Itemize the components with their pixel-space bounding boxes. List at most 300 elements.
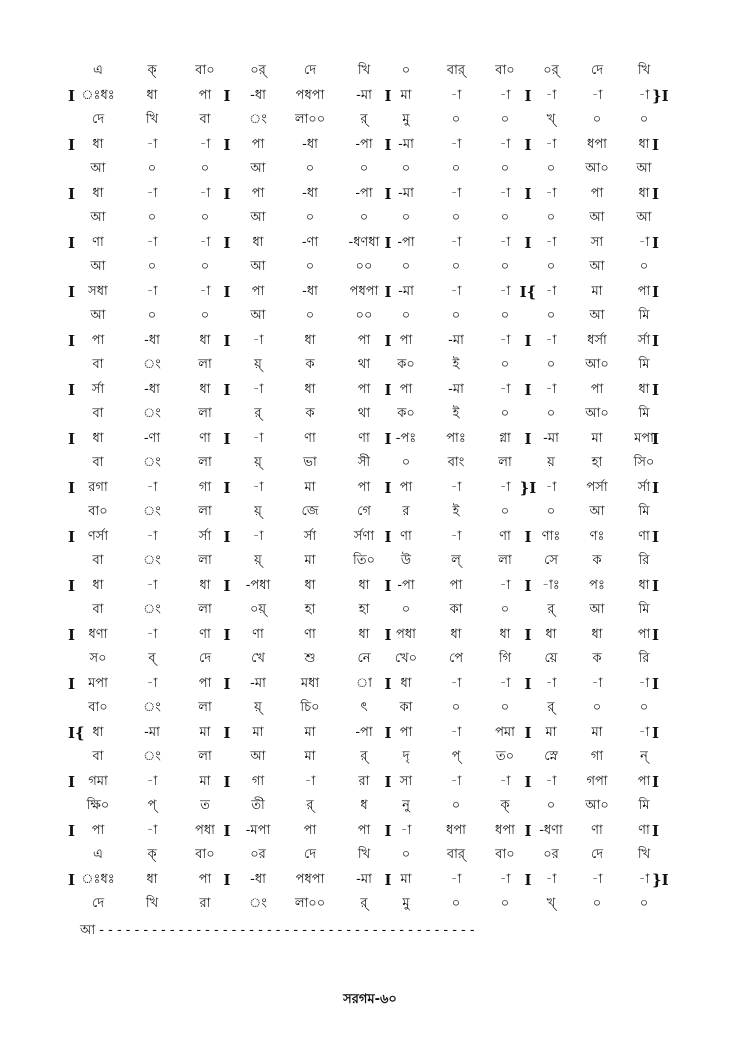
lyric-cell: ০ [500, 602, 510, 617]
lyric-cell: ০ [401, 259, 411, 274]
bar-line-start: I [68, 283, 76, 301]
swara-cell: পমা [495, 725, 515, 740]
lyric-cell: ০ [451, 259, 461, 274]
swara-cell: -ধা [302, 137, 318, 152]
swara-cell: ধা [638, 137, 650, 152]
lyric-cell: ০ [451, 700, 461, 715]
bar-line-start: I{ [68, 724, 85, 742]
lyric-cell: ক্ষি০ [86, 798, 110, 813]
swara-cell: -া [638, 88, 650, 103]
swara-cell: ণা [92, 235, 104, 250]
lyric-cell: য়্ [254, 700, 262, 715]
lyric-cell: দে [303, 847, 317, 862]
swara-cell: -া [304, 774, 316, 789]
lyric-cell: লা [198, 406, 212, 421]
swara-cell: র্সা [637, 333, 651, 348]
lyric-cell: খে০ [394, 651, 418, 666]
swara-cell: ধা [358, 578, 370, 593]
lyric-cell: এ [93, 847, 103, 862]
swara-cell: সধা [88, 284, 108, 299]
swara-cell: পা [590, 186, 604, 201]
bar-line-start: I [68, 136, 76, 154]
lyric-cell: ০ [500, 161, 510, 176]
lyric-cell: য় [547, 455, 555, 470]
bar-line: I [384, 626, 392, 644]
lyric-cell: ০ [500, 210, 510, 225]
bar-line: I [384, 773, 392, 791]
swara-cell: পধা [195, 823, 215, 838]
swara-cell: -মা [356, 88, 372, 103]
lyric-cell: ব্ [148, 651, 156, 666]
lyric-cell: ০ [639, 112, 649, 127]
swara-cell: -া [199, 284, 211, 299]
swara-cell: -া [450, 529, 462, 544]
lyric-cell: দে [198, 651, 212, 666]
swara-cell: র্সা [303, 529, 317, 544]
notation-line [0, 820, 740, 842]
lyric-cell: আ [250, 749, 266, 764]
bar-line-start: I [68, 773, 76, 791]
lyric-cell: আ [90, 308, 106, 323]
lyric-cell: ০ [200, 161, 210, 176]
lyric-cell: ০ [401, 455, 411, 470]
swara-cell: া [356, 676, 372, 691]
swara-cell: -া [638, 872, 650, 887]
lyric-cell: খ্ [546, 896, 556, 911]
swara-cell: ধা [92, 186, 104, 201]
lyric-cell: ৎ [360, 700, 368, 715]
swara-cell: -া [591, 872, 603, 887]
lyric-cell: ০ [546, 406, 556, 421]
swara-cell: -া [146, 137, 158, 152]
bar-line-end: I [652, 577, 660, 595]
swara-cell: ণঃ [589, 529, 605, 544]
swara-cell: ধা [92, 137, 104, 152]
lyric-cell: ক [592, 651, 602, 666]
swara-cell: ধা [146, 88, 158, 103]
swara-cell: -া [252, 382, 264, 397]
swara-cell: -পধা [245, 578, 271, 593]
lyric-cell: বা০ [495, 847, 515, 862]
lyric-cell: ০ [546, 308, 556, 323]
swara-cell: -া [146, 627, 158, 642]
swara-cell: -া [545, 235, 557, 250]
lyric-cell: ০ [451, 798, 461, 813]
lyric-cell: ন্ [640, 749, 648, 764]
swara-cell: ণা [304, 431, 316, 446]
lyric-line [0, 354, 740, 376]
lyric-cell: ০ [305, 161, 315, 176]
lyric-cell: র্ [360, 112, 368, 127]
lyric-cell: তি০ [353, 553, 375, 568]
swara-cell: -া [499, 872, 511, 887]
bar-line: I [524, 430, 532, 448]
lyric-cell: বা০ [195, 847, 215, 862]
bar-line: I [223, 136, 231, 154]
lyric-cell: ক০ [397, 406, 415, 421]
bar-line: I [223, 332, 231, 350]
swara-cell: -া [450, 284, 462, 299]
lyric-cell: ০ [451, 896, 461, 911]
swara-cell: পধা [396, 627, 416, 642]
swara-cell: ণা [358, 431, 370, 446]
lyric-cell: ০ [401, 308, 411, 323]
bar-line: I [223, 381, 231, 399]
swara-cell: -মা [448, 333, 464, 348]
swara-cell: -মপা [245, 823, 271, 838]
swara-cell: ঃধঃ [81, 88, 115, 103]
swara-cell: -া [146, 235, 158, 250]
swara-cell: ণা [638, 529, 650, 544]
swara-cell: -ধা [250, 872, 266, 887]
lyric-cell: ০ [500, 896, 510, 911]
bar-line-start: I [68, 332, 76, 350]
final-dashed-line: আ - - - - - - - - - - - - - - - - - - - - - - - - - - - - - - - - - - - - - - - - - - - [80, 923, 475, 938]
lyric-cell: বা [199, 112, 211, 127]
bar-line: I [384, 528, 392, 546]
bar-line-end: I [652, 185, 660, 203]
lyric-cell: য়্ [254, 357, 262, 372]
lyric-cell: আ [250, 308, 266, 323]
bar-line: I [223, 626, 231, 644]
lyric-cell: ০ [200, 308, 210, 323]
bar-line-end: I [652, 626, 660, 644]
lyric-cell: ০ [500, 504, 510, 519]
lyric-cell: লা [198, 504, 212, 519]
swara-cell: মা [400, 872, 412, 887]
bar-line: I [524, 626, 532, 644]
swara-cell: ধা [252, 235, 264, 250]
lyric-cell: ০ [639, 259, 649, 274]
lyric-cell: ০ [546, 259, 556, 274]
bar-line: I [223, 430, 231, 448]
swara-cell: -মা [398, 186, 414, 201]
bar-line-end: }I [652, 871, 669, 889]
lyric-cell: খি [145, 896, 159, 911]
swara-cell: পঃ [589, 578, 605, 593]
swara-cell: পা [399, 333, 413, 348]
lyric-cell: ভা [303, 455, 317, 470]
lyric-line [0, 893, 740, 915]
swara-cell: ণা [499, 529, 511, 544]
lyric-line [0, 158, 740, 180]
lyric-cell: ০ [147, 308, 157, 323]
lyric-cell: কা [399, 700, 413, 715]
swara-cell: -পা [397, 235, 415, 250]
lyric-cell: প্ [147, 798, 157, 813]
lyric-line [0, 60, 740, 82]
swara-cell: -পঃ [395, 431, 417, 446]
bar-line-start: I [68, 87, 76, 105]
swara-cell: -া [545, 872, 557, 887]
lyric-line [0, 599, 740, 621]
bar-line: I [384, 822, 392, 840]
lyric-cell: ০ [546, 357, 556, 372]
swara-cell: ধা [304, 578, 316, 593]
lyric-cell: বা [92, 357, 104, 372]
swara-cell: ধা [591, 627, 603, 642]
swara-cell: ধা [92, 578, 104, 593]
bar-line: I [384, 724, 392, 742]
swara-cell: -া [545, 480, 557, 495]
lyric-cell: মি [638, 504, 650, 519]
bar-line: I [223, 675, 231, 693]
lyric-cell: আ [589, 259, 605, 274]
lyric-cell: ং [143, 504, 161, 519]
bar-line: I [223, 234, 231, 252]
bar-line: I [223, 479, 231, 497]
swara-cell: সা [590, 235, 604, 250]
lyric-cell: থা [357, 357, 371, 372]
lyric-line [0, 746, 740, 768]
lyric-cell: আ [90, 161, 106, 176]
swara-cell: -ধা [302, 284, 318, 299]
lyric-cell: জে [301, 504, 319, 519]
swara-cell: -া [252, 529, 264, 544]
lyric-cell: খি [145, 112, 159, 127]
swara-cell: পা [357, 382, 371, 397]
lyric-line [0, 256, 740, 278]
swara-cell: মা [199, 725, 211, 740]
swara-cell: ধা [92, 431, 104, 446]
lyric-cell: হা [304, 602, 316, 617]
lyric-cell: মি [638, 308, 650, 323]
swara-cell: -া [146, 529, 158, 544]
swara-cell: -া [499, 186, 511, 201]
lyric-cell: আ [589, 210, 605, 225]
swara-cell: পা [198, 88, 212, 103]
lyric-cell: বা [92, 455, 104, 470]
bar-line-end: I [652, 332, 660, 350]
lyric-cell: ০ [500, 700, 510, 715]
bar-line: I [524, 332, 532, 350]
lyric-cell: ০ [359, 210, 369, 225]
swara-cell: -া [450, 676, 462, 691]
swara-cell: ধা [499, 627, 511, 642]
swara-cell: -া [499, 480, 511, 495]
lyric-cell: র্ [360, 749, 368, 764]
swara-cell: -া [545, 676, 557, 691]
lyric-cell: ০ [200, 259, 210, 274]
swara-cell: -া [591, 676, 603, 691]
lyric-cell: ০র্ [543, 63, 559, 78]
lyric-cell: বা [92, 553, 104, 568]
swara-cell: সা [399, 774, 413, 789]
lyric-cell: খি [637, 63, 651, 78]
bar-line-start: I [68, 577, 76, 595]
lyric-cell: স্নে [544, 749, 558, 764]
swara-cell: -ণা [143, 431, 161, 446]
swara-cell: মপা [634, 431, 654, 446]
notation-line [0, 85, 740, 107]
lyric-cell: খি [357, 847, 371, 862]
swara-cell: -া [499, 88, 511, 103]
lyric-cell: বাং [447, 455, 465, 470]
swara-cell: মা [591, 284, 603, 299]
swara-cell: পা [357, 333, 371, 348]
bar-line-start: I [68, 626, 76, 644]
swara-cell: পধপা [295, 88, 325, 103]
bar-line-end: I [652, 479, 660, 497]
swara-cell: -া [146, 774, 158, 789]
lyric-cell: রা [199, 896, 211, 911]
swara-cell: ধা [400, 676, 412, 691]
swara-cell: -া [499, 578, 511, 593]
swara-cell: পা [590, 382, 604, 397]
lyric-line [0, 550, 740, 572]
lyric-cell: ং [143, 455, 161, 470]
lyric-cell: ০ [401, 161, 411, 176]
lyric-cell: ০ [451, 308, 461, 323]
swara-cell: -া [252, 431, 264, 446]
swara-cell: -মা [250, 676, 266, 691]
lyric-cell: দে [91, 896, 105, 911]
bar-line-end: I [652, 773, 660, 791]
swara-cell: ণা [252, 627, 264, 642]
notation-line [0, 183, 740, 205]
lyric-cell: রি [638, 651, 650, 666]
lyric-cell: সে [544, 553, 558, 568]
lyric-cell: ক০ [397, 357, 415, 372]
lyric-cell: ০ [305, 308, 315, 323]
swara-cell: র্সণা [353, 529, 375, 544]
lyric-cell: ০ [147, 210, 157, 225]
swara-cell: মা [591, 725, 603, 740]
lyric-cell: মি [638, 798, 650, 813]
swara-cell: -া [450, 725, 462, 740]
swara-cell: -া [199, 137, 211, 152]
bar-line: I [384, 87, 392, 105]
lyric-cell: আ০ [585, 406, 609, 421]
swara-cell: ধর্সা [587, 333, 607, 348]
bar-line-end: I [652, 675, 660, 693]
notation-line [0, 379, 740, 401]
swara-cell: -মা [398, 137, 414, 152]
lyric-cell: আ০ [585, 798, 609, 813]
lyric-cell: মি [638, 406, 650, 421]
swara-cell: -া [146, 578, 158, 593]
lyric-cell: লা [498, 455, 512, 470]
lyric-cell: মু [402, 112, 410, 127]
swara-cell: -া [450, 186, 462, 201]
swara-cell: পা [399, 480, 413, 495]
lyric-cell: সী [357, 455, 371, 470]
lyric-cell: আ [90, 210, 106, 225]
lyric-cell: আ [589, 504, 605, 519]
swara-cell: রা [358, 774, 370, 789]
swara-cell: -া [146, 284, 158, 299]
lyric-cell: ০ [401, 210, 411, 225]
lyric-cell: ০ [546, 161, 556, 176]
lyric-cell: দে [303, 63, 317, 78]
bar-line: I [524, 871, 532, 889]
bar-line-start: I [68, 675, 76, 693]
swara-cell: -পা [355, 725, 373, 740]
swara-cell: -া [638, 725, 650, 740]
lyric-cell: ং [143, 700, 161, 715]
swara-cell: মা [199, 774, 211, 789]
bar-line: I [384, 479, 392, 497]
swara-cell: ধা [146, 872, 158, 887]
lyric-cell: য়্ [254, 504, 262, 519]
swara-cell: -মা [398, 284, 414, 299]
lyric-cell: আ [636, 210, 652, 225]
lyric-cell: থা [357, 406, 371, 421]
lyric-line [0, 403, 740, 425]
lyric-cell: লা [498, 553, 512, 568]
swara-cell: -মা [144, 725, 160, 740]
swara-cell: ধা [199, 578, 211, 593]
lyric-cell: বা [92, 406, 104, 421]
lyric-cell: ০ [500, 259, 510, 274]
swara-cell: -ণা [301, 235, 319, 250]
bar-line-end: I [652, 430, 660, 448]
lyric-cell: খে [251, 651, 265, 666]
swara-cell: ধা [304, 333, 316, 348]
swara-cell: গমা [88, 774, 108, 789]
lyric-cell: ০র [543, 847, 559, 862]
swara-cell: -া [146, 480, 158, 495]
lyric-cell: মা [304, 553, 316, 568]
lyric-cell: পে [448, 651, 464, 666]
lyric-line [0, 501, 740, 523]
lyric-line [0, 207, 740, 229]
lyric-cell: গে [357, 504, 371, 519]
bar-line-end: I [652, 822, 660, 840]
page-footer: সরগম-৬০ [343, 992, 397, 1007]
swara-cell: পা [637, 284, 651, 299]
notation-line [0, 673, 740, 695]
swara-cell: ঃধঃ [81, 872, 115, 887]
lyric-cell: কা [449, 602, 463, 617]
lyric-cell: য়ে [544, 651, 558, 666]
lyric-cell: বা [92, 749, 104, 764]
lyric-cell: ং [143, 406, 161, 421]
swara-cell: ধা [304, 382, 316, 397]
lyric-cell: র্ [306, 798, 314, 813]
notation-line [0, 281, 740, 303]
swara-cell: পা [399, 725, 413, 740]
swara-cell: -া [545, 284, 557, 299]
lyric-cell: লা [198, 357, 212, 372]
bar-line: I [384, 136, 392, 154]
swara-cell: পা [449, 578, 463, 593]
lyric-cell: ক [305, 406, 315, 421]
lyric-cell: লা [198, 749, 212, 764]
swara-cell: -া [499, 284, 511, 299]
lyric-cell: দৃ [402, 749, 410, 764]
swara-cell: ধা [358, 627, 370, 642]
lyric-cell: ০ [592, 112, 602, 127]
lyric-cell: বার্ [446, 847, 466, 862]
notation-line [0, 232, 740, 254]
swara-cell: -পা [355, 137, 373, 152]
lyric-cell: র [402, 504, 410, 519]
lyric-cell: দে [590, 847, 604, 862]
swara-cell: ধা [638, 186, 650, 201]
swara-cell: -া [450, 480, 462, 495]
lyric-cell: আ [250, 259, 266, 274]
swara-cell: ধা [545, 627, 557, 642]
lyric-cell: বা০ [495, 63, 515, 78]
lyric-cell: মি [638, 357, 650, 372]
swara-cell: ধা [638, 578, 650, 593]
swara-cell: -া [252, 333, 264, 348]
swara-cell: মা [400, 88, 412, 103]
lyric-cell: ত [200, 798, 210, 813]
bar-line-end: I [652, 283, 660, 301]
swara-cell: -পা [397, 578, 415, 593]
